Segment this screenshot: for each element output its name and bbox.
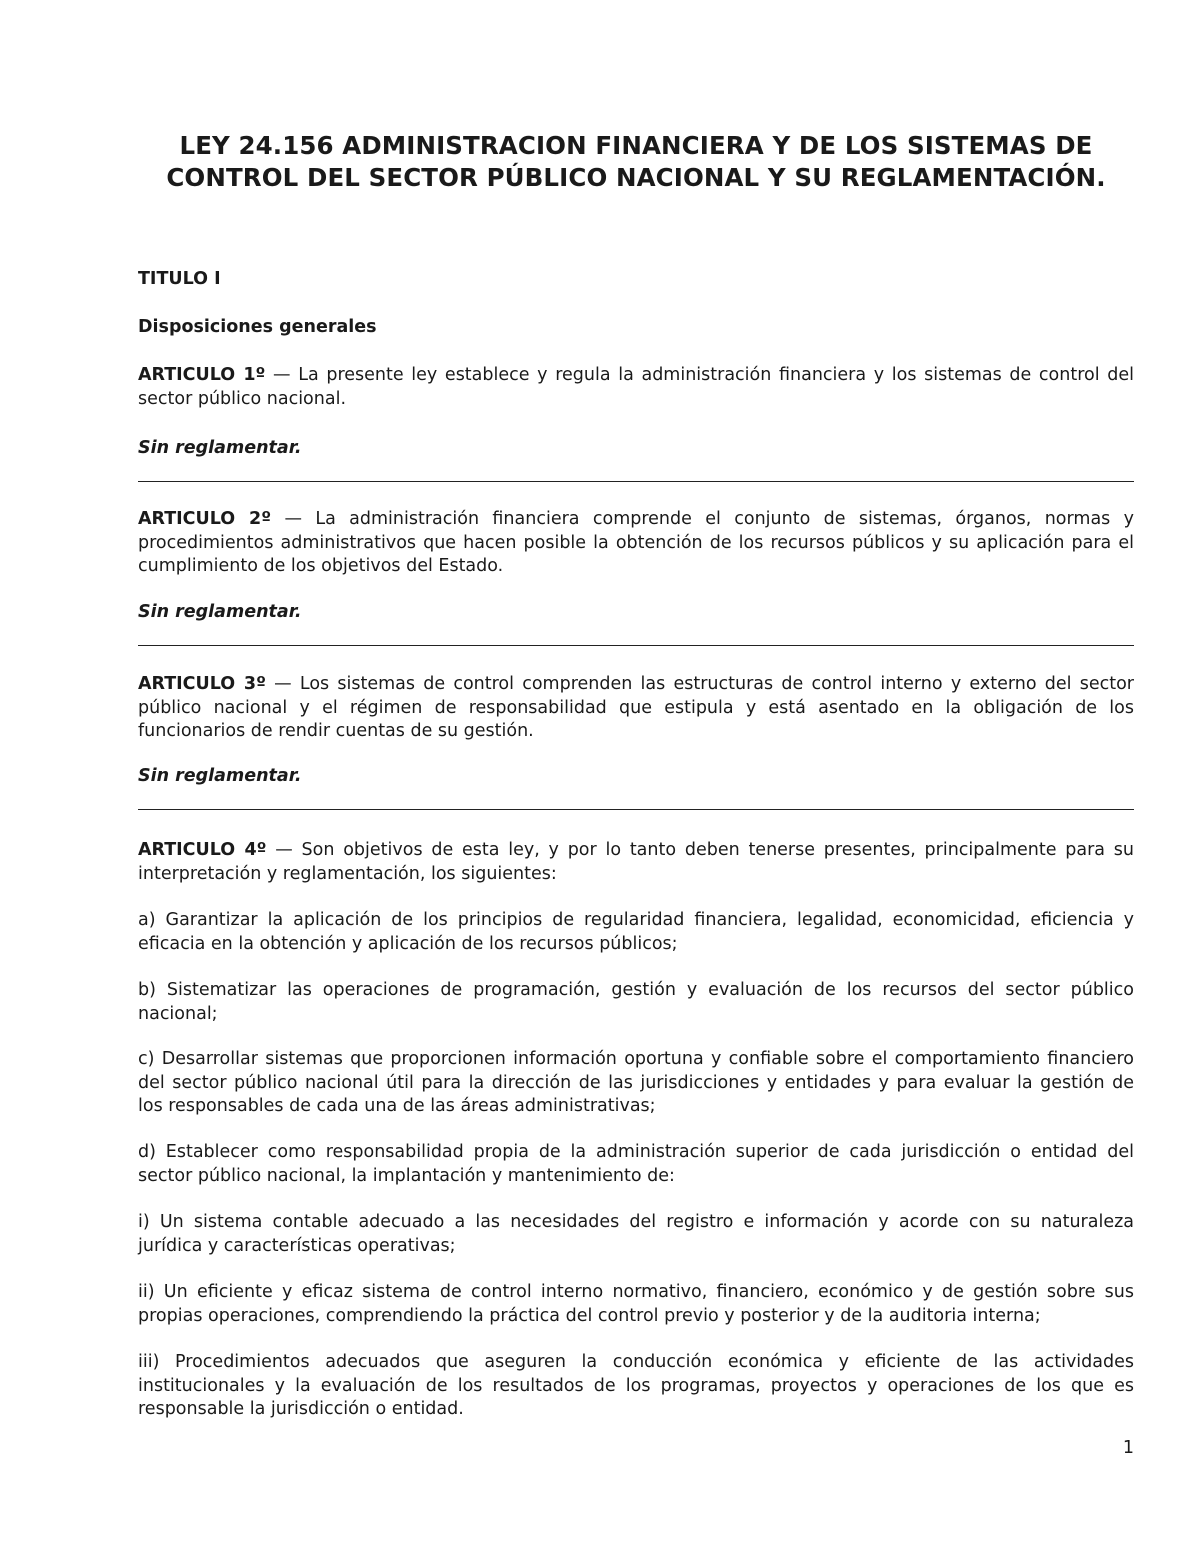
article-3-note: Sin reglamentar.	[138, 766, 302, 786]
article-3-label: ARTICULO 3º	[138, 674, 266, 694]
article-2-line-3: cumplimiento de los objetivos del Estado.	[138, 556, 504, 576]
article-3-line-1-text: — Los sistemas de control comprenden las estructuras de control interno y externo del sector	[265, 674, 1134, 694]
article-4-line-1-text: — Son objetivos de esta ley, y por lo tanto deben tenerse presentes, principalmente para su	[266, 840, 1135, 860]
list-item-a-line-1: a) Garantizar la aplicación de los principios de regularidad financiera, legalidad, economicidad, eficiencia y	[138, 910, 1134, 930]
document-title-line-1: LEY 24.156 ADMINISTRACION FINANCIERA Y DE LOS SISTEMAS DE	[179, 131, 1093, 160]
list-item-iii-line-3: responsable la jurisdicción o entidad.	[138, 1399, 464, 1419]
page-number: 1	[1122, 1438, 1134, 1458]
document-title-line-2: CONTROL DEL SECTOR PÚBLICO NACIONAL Y SU REGLAMENTACIÓN.	[166, 163, 1106, 192]
list-item-b-line-2: nacional;	[138, 1003, 218, 1024]
list-item-i	[138, 1211, 1134, 1258]
list-item-b	[138, 979, 1134, 1026]
divider-2	[138, 645, 1134, 646]
article-2-line-1	[138, 508, 1134, 532]
article-2-line-2: procedimientos administrativos que hacen posible la obtención de los recursos públicos y su aplicación para el	[138, 532, 1134, 553]
article-1-note: Sin reglamentar.	[138, 438, 302, 458]
article-4	[138, 839, 1134, 886]
article-4-line-1	[138, 839, 1134, 863]
list-item-d-line-1: d) Establecer como responsabilidad propia de la administración superior de cada jurisdicción o entidad del	[138, 1142, 1134, 1162]
list-item-c-line-3: los responsables de cada una de las áreas administrativas;	[138, 1096, 656, 1116]
list-item-iii-line-1: iii) Procedimientos adecuados que aseguren la conducción económica y eficiente de las actividades	[138, 1352, 1134, 1372]
article-1-line-2: sector público nacional.	[138, 388, 347, 409]
article-3-line-3: funcionarios de rendir cuentas de su gestión.	[138, 721, 534, 741]
article-3-line-2: público nacional y el régimen de responsabilidad que estipula y está asentado en la obligación de los	[138, 697, 1134, 718]
list-item-ii-line-2: propias operaciones, comprendiendo la práctica del control previo y posterior y de la auditoria interna;	[138, 1305, 1041, 1326]
article-3-line-1	[138, 673, 1134, 697]
article-1-line-1-text: — La presente ley establece y regula la administración financiera y los sistemas de control del	[265, 365, 1134, 385]
article-1-label: ARTICULO 1º	[138, 365, 266, 385]
article-4-label: ARTICULO 4º	[138, 840, 267, 860]
divider-3	[138, 809, 1134, 810]
article-2-label: ARTICULO 2º	[138, 509, 272, 529]
list-item-c-line-1: c) Desarrollar sistemas que proporcionen información oportuna y confiable sobre el comportamiento financiero	[138, 1049, 1134, 1069]
list-item-iii	[138, 1351, 1134, 1422]
list-item-c-line-2: del sector público nacional útil para la dirección de las jurisdicciones y entidades y para evaluar la gestión de	[138, 1072, 1134, 1093]
list-item-ii-line-1: ii) Un eficiente y eficaz sistema de control interno normativo, financiero, económico y de gestión sobre sus	[138, 1282, 1134, 1302]
article-1	[138, 364, 1134, 411]
list-item-i-line-2: jurídica y características operativas;	[138, 1235, 456, 1256]
article-4-line-2: interpretación y reglamentación, los siguientes:	[138, 863, 557, 884]
document-page	[138, 0, 1134, 1553]
list-item-iii-line-2: institucionales y la evaluación de los resultados de los programas, proyectos y operaciones de los que es	[138, 1375, 1134, 1396]
article-2-line-1-text: — La administración financiera comprende el conjunto de sistemas, órganos, normas y	[271, 509, 1135, 529]
section-heading: Disposiciones generales	[138, 317, 377, 337]
titulo-heading: TITULO I	[138, 269, 221, 289]
list-item-d-line-2: sector público nacional, la implantación y mantenimiento de:	[138, 1165, 675, 1186]
list-item-c	[138, 1048, 1134, 1119]
article-2	[138, 508, 1134, 579]
list-item-a-line-2: eficacia en la obtención y aplicación de los recursos públicos;	[138, 933, 678, 954]
list-item-a	[138, 909, 1134, 956]
document-title	[138, 130, 1134, 194]
list-item-d	[138, 1141, 1134, 1188]
article-1-line-1	[138, 364, 1134, 388]
list-item-ii	[138, 1281, 1134, 1328]
article-3	[138, 673, 1134, 744]
divider-1	[138, 481, 1134, 482]
list-item-i-line-1: i) Un sistema contable adecuado a las necesidades del registro e información y acorde con su naturaleza	[138, 1212, 1134, 1232]
list-item-b-line-1: b) Sistematizar las operaciones de programación, gestión y evaluación de los recursos del sector público	[138, 980, 1134, 1000]
article-2-note: Sin reglamentar.	[138, 602, 302, 622]
